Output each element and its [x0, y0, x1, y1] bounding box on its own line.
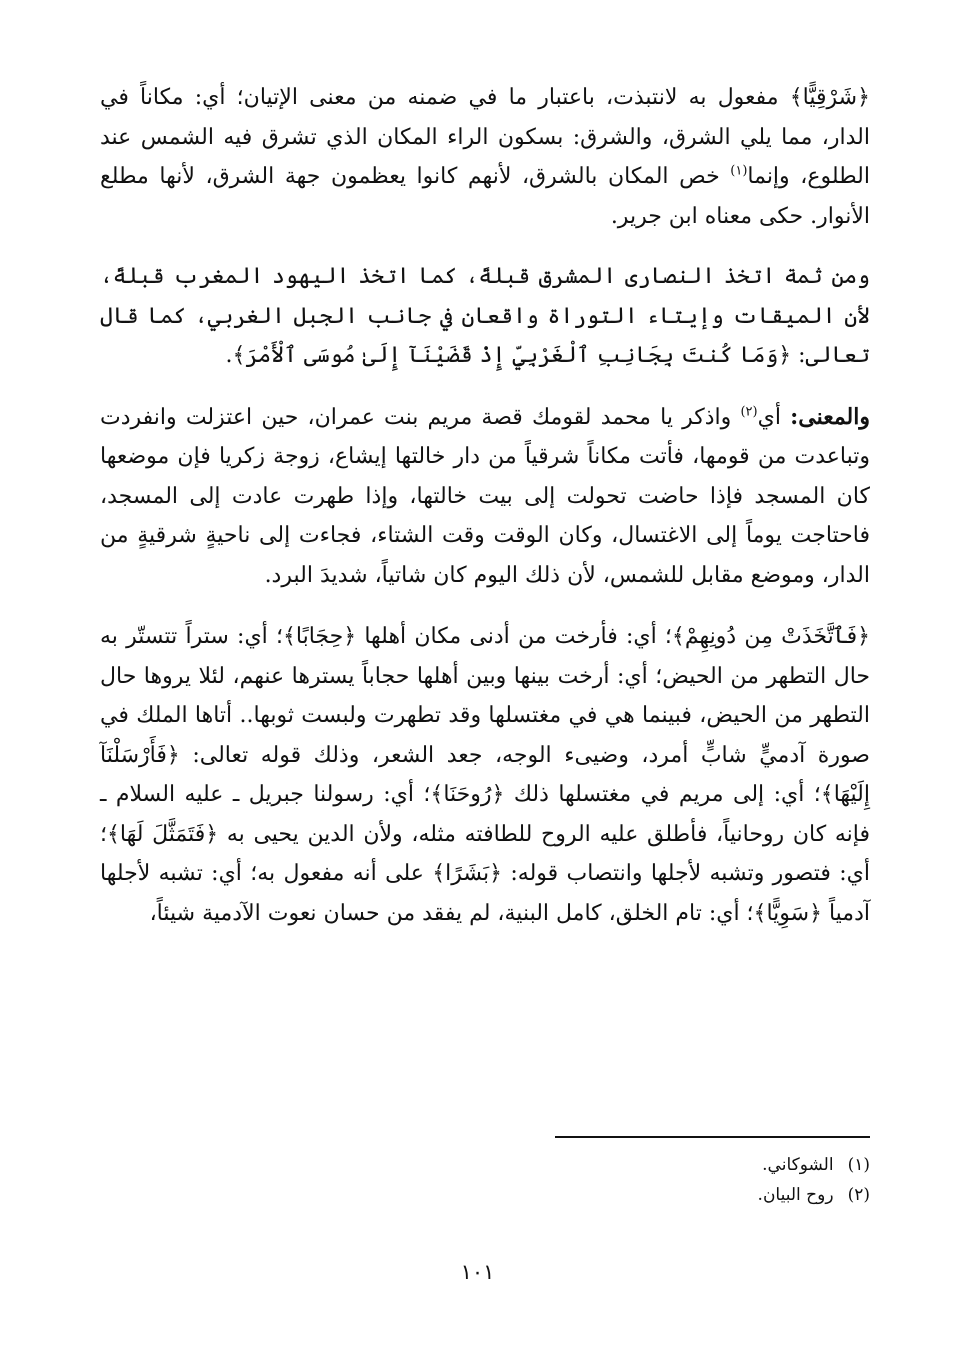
paragraph-3: [100, 398, 870, 596]
footnote-divider: [555, 1136, 870, 1138]
paragraph-1-text-b: خص المكان بالشرق، لأنهم كانوا يعظمون جهة الشرق، لأنها مطلع الأنوار. حكى معناه ابن جرير.: [100, 164, 870, 229]
paragraph-3-text-b: واذكر يا محمد لقومك قصة مريم بنت عمران، حين اعتزلت وانفردت وتباعدت من قومها، فأتت مكاناً شرقياً من دار خالتها إيشاع، زوجة زكريا فإن موضعها كان المسجد فإذا حاضت تحولت إلى بيت خالتها، وإذا طهرت عادت إلى المسجد، فاحتاجت يوماً إلى الاغتسال، وكان الوقت وقت الشتاء، فجاءت إلى ناحيةٍ شرقيةٍ من الدار، وموضع مقابل للشمس، لأن ذلك اليوم كان شاتياً، شديدَ البرد.: [100, 404, 870, 588]
footnote-1: [500, 1150, 870, 1180]
footnote-2-number: (٢): [847, 1185, 870, 1205]
footnote-ref-1: (١): [730, 163, 748, 179]
paragraph-2-text: ومن ثمة اتخذ النصارى المشرق قبلةً، كما اتخذ اليهود المغرب قبلةً، لأن الميقات وإيتاء التوراة واقعان في جانب الجبل الغربي، كما قال تعالى: ﴿وَمَا كُنتَ بِجَانِبِ ٱلْغَرْبِيِّ إِذْ قَضَيْنَآ إِلَىٰ مُوسَى ٱلْأَمْرَ﴾.: [100, 264, 870, 368]
footnote-2: [500, 1180, 870, 1210]
main-text: [100, 78, 870, 955]
paragraph-4: [100, 617, 870, 933]
paragraph-2: [100, 257, 870, 376]
footnote-ref-2: (٢): [740, 404, 758, 420]
paragraph-3-text-a: أي: [757, 404, 791, 430]
footnote-1-number: (١): [847, 1155, 870, 1175]
page-number: ١٠١: [460, 1260, 495, 1284]
footnotes: [500, 1150, 870, 1210]
footnote-2-text: روح البيان.: [757, 1185, 834, 1205]
paragraph-3-lead-word: والمعنى:: [790, 403, 870, 430]
paragraph-1: [100, 78, 870, 236]
paragraph-4-text: ﴿فَٱتَّخَذَتْ مِن دُونِهِمْ﴾؛ أي: فأرخت من أدنى مكان أهلها ﴿حِجَابًا﴾؛ أي: ستراً تتستّر به حال التطهر من الحيض؛ أي: أرخت بينها وبين أهلها حجاباً يسترها عنهم، لئلا يروها حال التطهر من الحيض، فبينما هي في مغتسلها وقد تطهرت ولبست ثوبها.. أتاها الملك في صورة آدميٍّ شابٍّ أمرد، وضيىء الوجه، جعد الشعر، وذلك قوله تعالى: ﴿فَأَرْسَلْنَآ إِلَيْهَا﴾؛ أي: إلى مريم في مغتسلها ذلك ﴿رُوحَنَا﴾؛ أي: رسولنا جبريل ـ عليه السلام ـ فإنه كان روحانياً، فأطلق عليه الروح للطافته مثله، ولأن الدين يحيى به ﴿فَتَمَثَّلَ لَهَا﴾؛ أي: فتصور وتشبه لأجلها وانتصاب قوله: ﴿بَشَرًا﴾ على أنه مفعول به؛ أي: تشبه لأجلها آدمياً ﴿سَوِيًّا﴾؛ أي: تام الخلق، كامل البنية، لم يفقد من حسان نعوت الآدمية شيئاً،: [100, 624, 870, 926]
footnote-1-text: الشوكاني.: [762, 1155, 834, 1175]
paragraph-1-text-a: ﴿شَرْقِيًّا﴾ مفعول به لانتبذت، باعتبار ما في ضمنه من معنى الإتيان؛ أي: مكاناً في الدار، مما يلي الشرق، والشرق: بسكون الراء المكان الذي تشرق فيه الشمس عند الطلوع، وإنما: [100, 85, 870, 189]
